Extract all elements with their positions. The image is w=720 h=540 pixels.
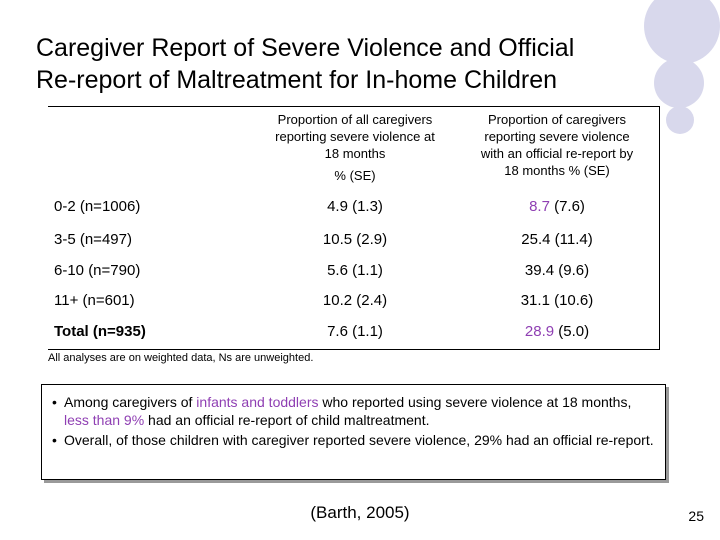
decor-circle-small — [666, 106, 694, 134]
row-value-rereport: 28.9 (5.0) — [524, 323, 590, 340]
row-value-all: 7.6 (1.1) — [327, 323, 383, 340]
row-label: 6-10 (n=790) — [54, 262, 141, 279]
row-value-all: 4.9 (1.3) — [327, 198, 383, 215]
row-label: 11+ (n=601) — [54, 292, 135, 309]
row-value-all: 5.6 (1.1) — [327, 262, 383, 279]
summary-bullet: • Among caregivers of infants and toddlers who reported using severe violence at 18 months, less than 9% had an official re-report of child maltreatment. — [52, 394, 632, 428]
row-value-rereport: 39.4 (9.6) — [524, 262, 590, 279]
summary-box — [41, 384, 666, 480]
row-value-rereport: 25.4 (11.4) — [521, 231, 593, 248]
title-line-1: Caregiver Report of Severe Violence and Official — [36, 34, 575, 62]
total-row-label: Total (n=935) — [54, 323, 146, 340]
row-label: 3-5 (n=497) — [54, 231, 132, 248]
table-right-border — [659, 106, 660, 349]
page-number: 25 — [688, 508, 704, 524]
table-top-rule — [48, 106, 660, 107]
citation: (Barth, 2005) — [310, 503, 410, 522]
table-bottom-rule — [48, 349, 660, 350]
col2-header: Proportion of caregivers reporting severe violence with an official re-report by 18 months % (SE) — [480, 112, 634, 178]
row-value-all: 10.2 (2.4) — [322, 292, 388, 309]
row-value-rereport: 31.1 (10.6) — [520, 292, 594, 309]
slide-title — [36, 32, 676, 96]
row-label: 0-2 (n=1006) — [54, 198, 141, 215]
title-line-2: Re-report of Maltreatment for In-home Children — [36, 66, 558, 94]
row-value-all: 10.5 (2.9) — [322, 231, 388, 248]
bullet-marker: • — [52, 394, 57, 410]
highlighted-value: 8.7 — [529, 198, 550, 215]
col1-header: Proportion of all caregivers reporting severe violence at 18 months % (SE) — [275, 112, 435, 183]
row-value-rereport: 8.7 (7.6) — [529, 198, 585, 215]
bullet-marker: • — [52, 432, 57, 448]
highlight-text: less than 9% — [64, 412, 145, 428]
highlighted-value: 28.9 — [524, 323, 555, 340]
summary-bullet: • Overall, of those children with caregiver reported severe violence, 29% had an official re-report. — [52, 432, 654, 448]
highlight-text: infants and toddlers — [196, 394, 319, 410]
table-footnote: All analyses are on weighted data, Ns are unweighted. — [48, 352, 314, 364]
